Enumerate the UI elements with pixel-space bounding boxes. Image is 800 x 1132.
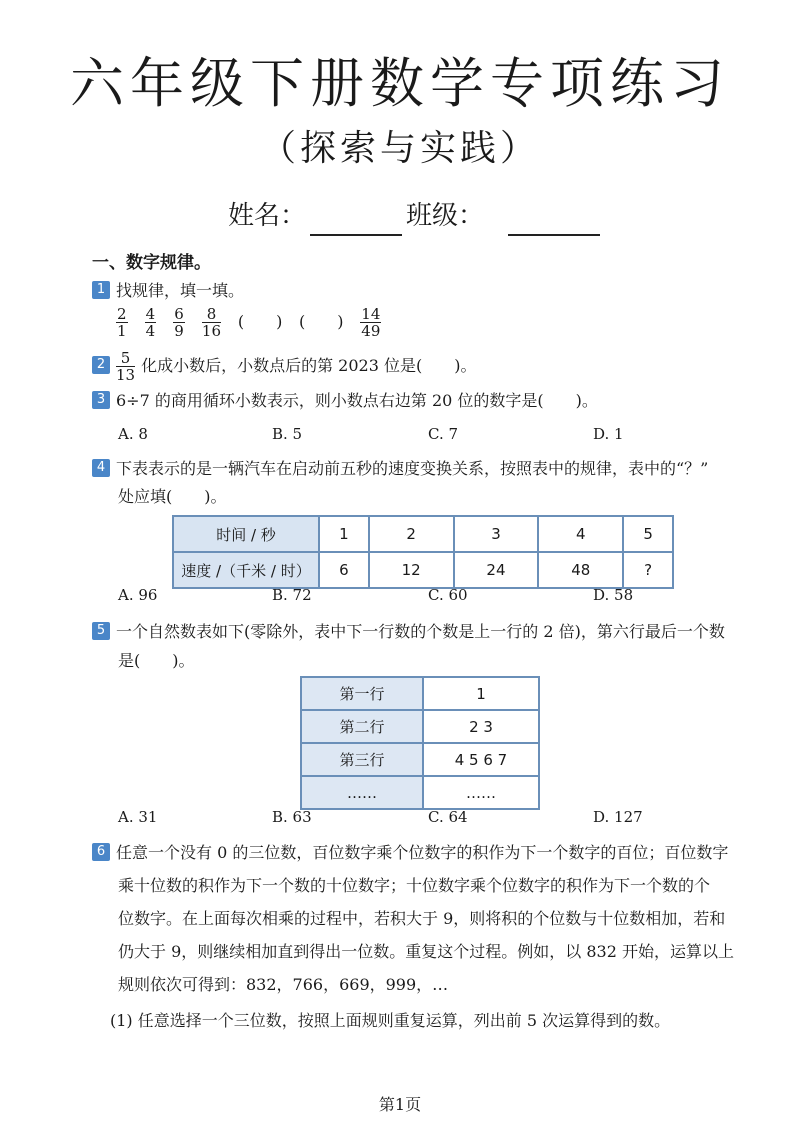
option-a[interactable]: A. 31 (118, 808, 158, 826)
fraction: $\frac{4}{4}$ (145, 305, 156, 340)
name-label: 姓名： (228, 201, 307, 231)
name-blank[interactable] (310, 208, 402, 236)
option-d[interactable]: D. 1 (593, 425, 624, 443)
question-2 (92, 350, 476, 383)
table-cell: 4 (538, 516, 623, 552)
question-text: 一个自然数表如下(零除外，表中下一行数的个数是上一行的 2 倍)，第六行最后一个数 (116, 622, 725, 641)
table-cell: 2 (369, 516, 454, 552)
table-cell: 1 (423, 677, 539, 710)
question-5-line2: 是( )。 (118, 651, 195, 670)
question-text: 找规律，填一填。 (116, 281, 245, 300)
number-table (300, 676, 540, 810)
question-4 (92, 454, 708, 484)
option-d[interactable]: D. 127 (593, 808, 643, 826)
table-cell: 24 (454, 552, 539, 588)
question-text: 下表表示的是一辆汽车在启动前五秒的速度变换关系，按照表中的规律，表中的“？” (116, 459, 709, 478)
table-cell: 1 (319, 516, 369, 552)
class-blank[interactable] (508, 208, 600, 236)
table-row (301, 710, 539, 743)
table-cell: …… (423, 776, 539, 809)
question-6-line: 位数字。在上面每次相乘的过程中，若积大于 9，则将积的个位数与十位数相加，若和 (118, 909, 726, 928)
question-6-line: 仍大于 9，则继续相加直到得出一位数。重复这个过程。例如，以 832 开始，运算以上 (118, 942, 734, 961)
table-header-cell: …… (301, 776, 423, 809)
option-a[interactable]: A. 8 (118, 425, 148, 443)
question-1-sequence (110, 306, 387, 339)
speed-table (172, 515, 674, 589)
question-4-line2: 处应填( )。 (118, 487, 227, 506)
question-number: 5 (92, 622, 110, 640)
option-b[interactable]: B. 5 (272, 425, 303, 443)
fraction: $\frac{6}{9}$ (174, 305, 184, 340)
question-text: 化成小数后，小数点后的第 2023 位是( )。 (141, 356, 477, 375)
question-5 (92, 617, 725, 647)
question-text: 6÷7 的商用循环小数表示，则小数点右边第 20 位的数字是( )。 (116, 391, 598, 410)
question-number: 3 (92, 391, 110, 409)
question-1 (92, 276, 244, 306)
table-row (173, 552, 673, 588)
table-header-cell: 时间 / 秒 (173, 516, 319, 552)
option-b[interactable]: B. 72 (272, 586, 312, 604)
page-title: 六年级下册数学专项练习 (70, 52, 730, 115)
fraction: $\frac{5}{13}$ (116, 349, 136, 384)
table-cell: 48 (538, 552, 623, 588)
table-cell: 4 5 6 7 (423, 743, 539, 776)
table-cell: 12 (369, 552, 454, 588)
table-header-cell: 速度 /（千米 / 时） (173, 552, 319, 588)
page-number: 第1页 (378, 1095, 422, 1114)
class-label: 班级： (406, 201, 485, 231)
table-cell: 3 (454, 516, 539, 552)
question-6-sub1: (1) 任意选择一个三位数，按照上面规则重复运算，列出前 5 次运算得到的数。 (110, 1011, 671, 1030)
page-subtitle: （探索与实践） (259, 128, 540, 169)
table-row (301, 776, 539, 809)
fraction: $\frac{8}{16}$ (201, 305, 222, 340)
table-row (173, 516, 673, 552)
table-header-cell: 第一行 (301, 677, 423, 710)
question-6-line: 规则依次可得到：832，766，669，999，… (118, 975, 449, 994)
question-number: 2 (92, 356, 110, 374)
question-6-line: 乘十位数的积作为下一个数的十位数字；十位数字乘个位数字的积作为下一个数的个 (118, 876, 711, 895)
table-row (301, 677, 539, 710)
table-cell: ? (623, 552, 673, 588)
question-3 (92, 386, 598, 416)
table-cell: 5 (623, 516, 673, 552)
table-header-cell: 第三行 (301, 743, 423, 776)
section-heading: 一、数字规律。 (92, 253, 211, 273)
fraction: $\frac{2}{1}$ (117, 305, 127, 340)
table-header-cell: 第二行 (301, 710, 423, 743)
table-row (301, 743, 539, 776)
question-number: 6 (92, 843, 110, 861)
option-b[interactable]: B. 63 (272, 808, 312, 826)
option-c[interactable]: C. 7 (428, 425, 459, 443)
table-cell: 2 3 (423, 710, 539, 743)
option-c[interactable]: C. 64 (428, 808, 468, 826)
option-c[interactable]: C. 60 (428, 586, 468, 604)
question-text: 任意一个没有 0 的三位数，百位数字乘个位数字的积作为下一个数字的百位；百位数字 (116, 843, 729, 862)
option-d[interactable]: D. 58 (593, 586, 634, 604)
fraction: $\frac{14}{49}$ (361, 305, 381, 340)
answer-blank[interactable]: ( ) (298, 312, 344, 331)
name-class-row (228, 196, 604, 236)
table-cell: 6 (319, 552, 369, 588)
answer-blank[interactable]: ( ) (237, 312, 283, 331)
question-6 (92, 838, 728, 868)
question-number: 1 (92, 281, 110, 299)
option-a[interactable]: A. 96 (118, 586, 158, 604)
question-number: 4 (92, 459, 110, 477)
